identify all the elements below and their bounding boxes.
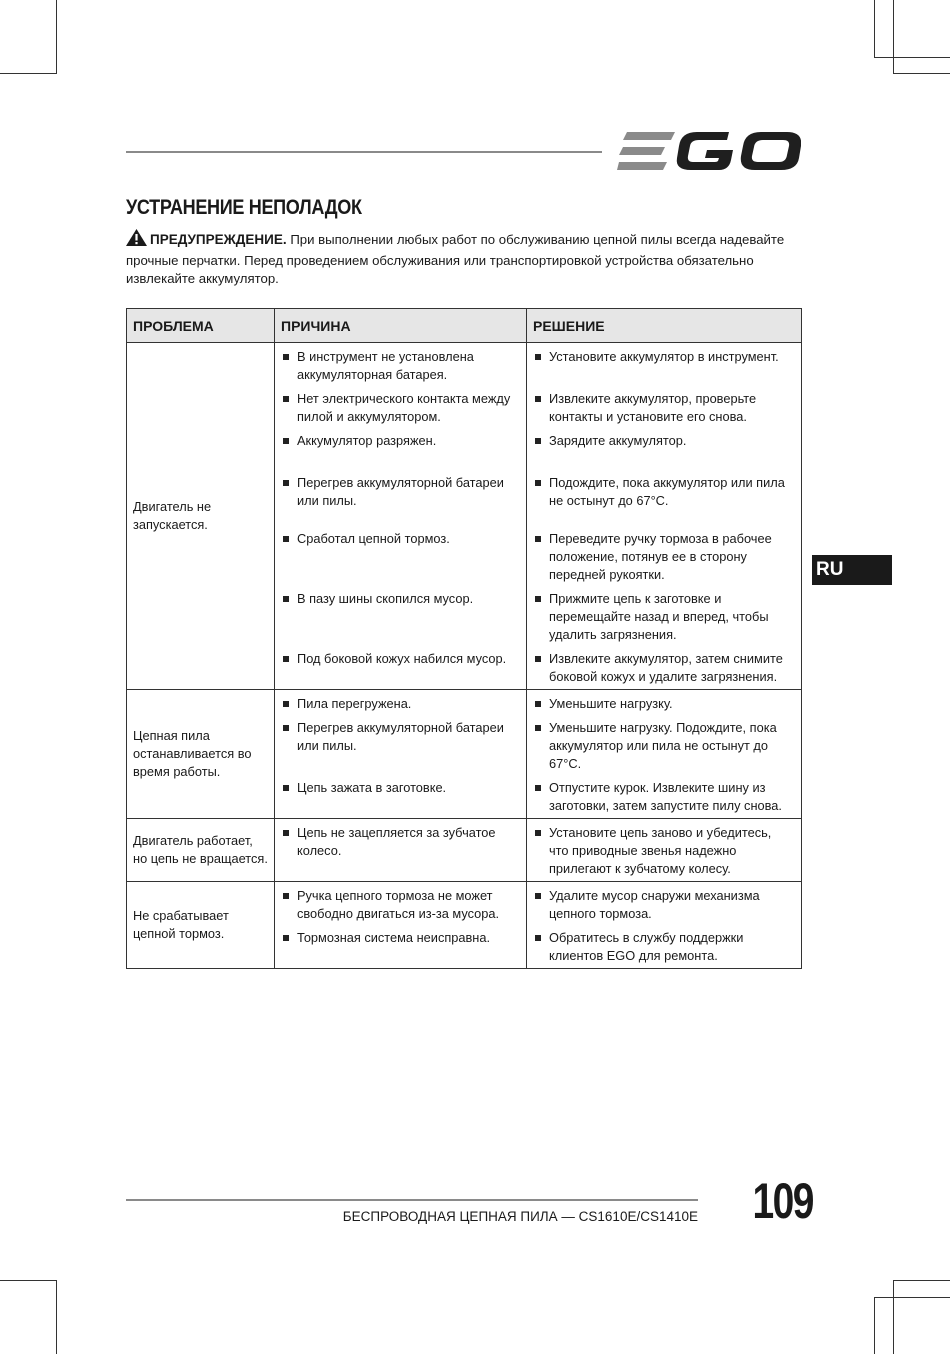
crop-mark [56,0,57,74]
cause-item: Нет электрического контакта между пилой и аккумулятором. [281,390,518,426]
header-problem: ПРОБЛЕМА [127,309,275,343]
page-title: УСТРАНЕНИЕ НЕПОЛАДОК [126,196,362,219]
cause-item: Ручка цепного тормоза не может свободно двигаться из-за мусора. [281,887,518,923]
crop-mark [893,1280,894,1354]
cause-item: Перегрев аккумуляторной батареи или пилы. [281,474,518,510]
crop-mark [874,1297,875,1354]
crop-mark [893,73,950,74]
crop-mark [56,1280,57,1354]
crop-mark [893,0,894,74]
table-row [127,882,802,969]
solution-item: Отпустите курок. Извлеките шину из заготовки, затем запустите пилу снова. [533,779,793,815]
cause-cell [275,819,527,882]
ego-logo [617,128,801,174]
problem-cell: Цепная пила останавливается во время работы. [127,690,275,819]
crop-mark [874,0,875,58]
problem-cell: Двигатель не запускается. [127,343,275,690]
cause-item: Под боковой кожух набился мусор. [281,650,518,686]
solution-cell [527,819,802,882]
warning-text: При выполнении любых работ по обслуживанию цепной пилы всегда надевайте прочные перчатки. Перед проведением обслуживания или транспортировкой устройства обязательно извлекайте аккумулятор. [126,232,785,286]
solution-item: Установите аккумулятор в инструмент. [533,348,793,384]
solution-item: Подождите, пока аккумулятор или пила не остынут до 67°C. [533,474,793,510]
cause-item: Пила перегружена. [281,695,518,713]
cause-item: Аккумулятор разряжен. [281,432,518,450]
solution-item: Уменьшите нагрузку. [533,695,793,713]
solution-item: Установите цепь заново и убедитесь, что приводные звенья надежно прилегают к зубчатому колесу. [533,824,793,878]
solution-item: Переведите ручку тормоза в рабочее положение, потянув ее в сторону передней рукоятки. [533,530,793,584]
solution-cell [527,882,802,969]
crop-mark [0,1280,57,1281]
crop-mark [893,1280,950,1281]
header-rule [126,151,602,153]
warning-label: ПРЕДУПРЕЖДЕНИЕ. [150,232,287,247]
solution-item: Прижмите цепь к заготовке и перемещайте назад и вперед, чтобы удалить загрязнения. [533,590,793,644]
cause-item: Цепь зажата в заготовке. [281,779,518,815]
header-cause: ПРИЧИНА [275,309,527,343]
cause-item: Сработал цепной тормоз. [281,530,518,584]
cause-item: Перегрев аккумуляторной батареи или пилы. [281,719,518,773]
solution-item: Извлеките аккумулятор, затем снимите боковой кожух и удалите загрязнения. [533,650,793,686]
footer-title: БЕСПРОВОДНАЯ ЦЕПНАЯ ПИЛА — CS1610E/CS1410E [342,1209,698,1224]
language-tab: RU [812,555,892,585]
cause-item: В инструмент не установлена аккумуляторная батарея. [281,348,518,384]
warning-block [126,229,801,289]
header-solution: РЕШЕНИЕ [527,309,802,343]
troubleshooting-table [126,308,802,969]
crop-mark [874,1297,950,1298]
solution-item: Извлеките аккумулятор, проверьте контакты и установите его снова. [533,390,793,426]
solution-cell [527,343,802,690]
solution-cell [527,690,802,819]
cause-item: В пазу шины скопился мусор. [281,590,518,644]
table-header-row [127,309,802,343]
problem-cell: Двигатель работает, но цепь не вращается. [127,819,275,882]
cause-cell [275,690,527,819]
warning-triangle-icon [126,229,147,252]
table-row [127,343,802,690]
crop-mark [874,57,950,58]
cause-item: Цепь не зацепляется за зубчатое колесо. [281,824,518,878]
solution-item: Зарядите аккумулятор. [533,432,793,450]
problem-cell: Не срабатывает цепной тормоз. [127,882,275,969]
table-row [127,690,802,819]
crop-mark [0,73,57,74]
cause-item: Тормозная система неисправна. [281,929,518,965]
cause-cell [275,882,527,969]
table-row [127,819,802,882]
footer-rule [126,1199,698,1201]
solution-item: Обратитесь в службу поддержки клиентов EGO для ремонта. [533,929,793,965]
page-number: 109 [752,1173,813,1229]
solution-item: Удалите мусор снаружи механизма цепного тормоза. [533,887,793,923]
cause-cell [275,343,527,690]
solution-item: Уменьшите нагрузку. Подождите, пока аккумулятор или пила не остынут до 67°C. [533,719,793,773]
